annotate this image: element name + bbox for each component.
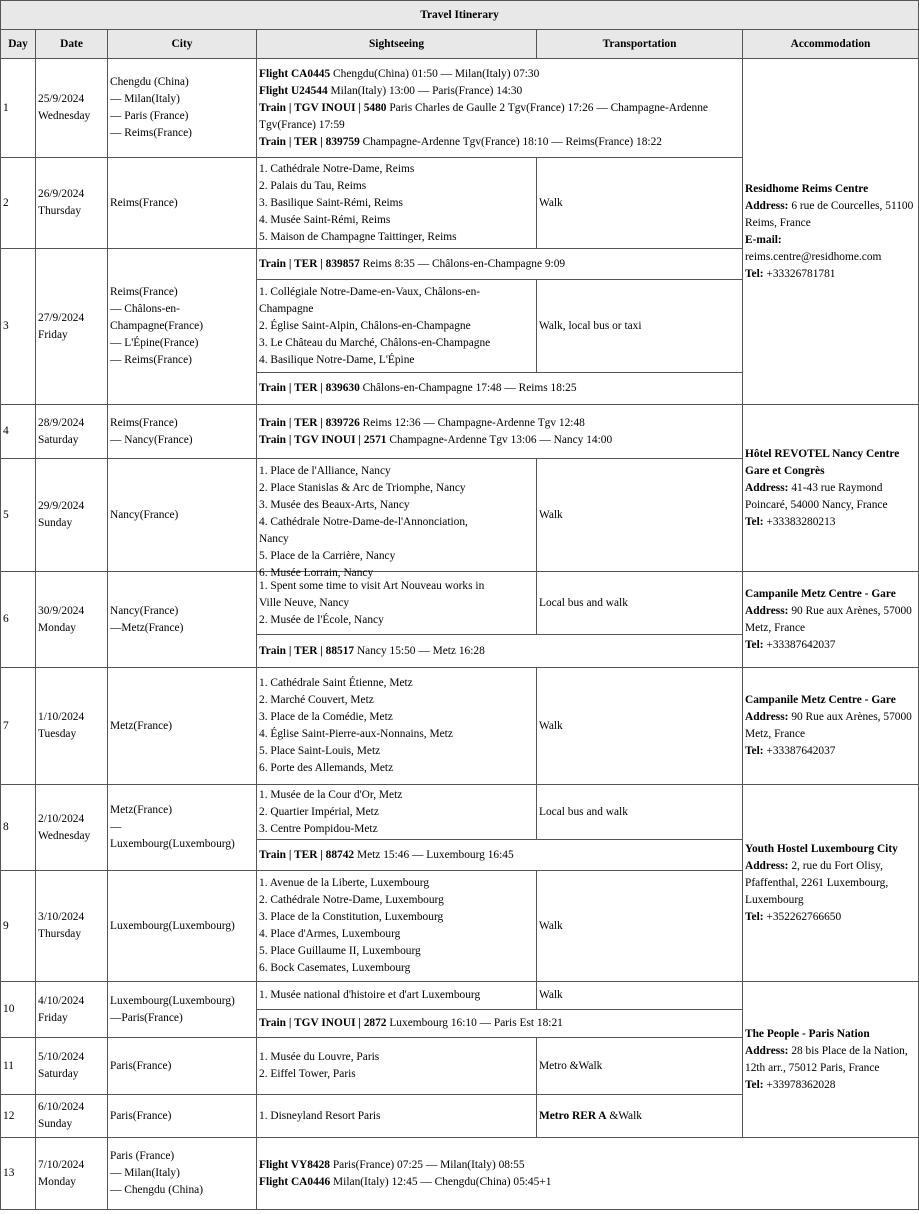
sight-item: 1. Cathédrale Notre-Dame, Reims: [259, 162, 415, 175]
sight-item: 1. Avenue de la Liberte, Luxembourg: [259, 877, 430, 889]
city-line: Champagne(France): [110, 320, 203, 332]
city-line: Reims(France): [110, 286, 178, 298]
table-row: [1, 1138, 919, 1210]
transport-text: Paris(France) 07:25 — Milan(Italy) 08:55: [330, 1158, 525, 1171]
weekday: Sunday: [38, 1118, 73, 1130]
accommodation-cell: [743, 405, 919, 572]
weekday: Sunday: [38, 517, 73, 529]
address-label: Address:: [745, 711, 789, 723]
accommodation-cell: [743, 982, 919, 1138]
mode-cell: Walk: [537, 668, 743, 785]
sight-item: 2. Musée de l'École, Nancy: [259, 613, 384, 626]
sight-item: 1. Musée national d'histoire et d'art Luxembourg: [259, 989, 481, 1001]
tel-label: Tel:: [745, 515, 764, 528]
city-line: Luxembourg(Luxembourg): [110, 919, 235, 932]
date-cell: [36, 59, 108, 158]
transport-text: Champagne-Ardenne Tgv(France) 18:10 — Reims(France) 18:22: [359, 135, 662, 148]
hotel-name: [745, 181, 916, 198]
weekday: Friday: [38, 328, 68, 341]
transport-label: Flight CA0446: [259, 1175, 331, 1188]
transport-text: Reims 12:36 — Champagne-Ardenne Tgv 12:48: [359, 416, 585, 429]
sight-item: 2. Cathédrale Notre-Dame, Luxembourg: [259, 894, 444, 906]
tel-label: Tel:: [745, 638, 764, 651]
hotel-tel: [745, 637, 916, 654]
city-cell: [108, 1138, 257, 1210]
city-line: —: [110, 821, 122, 833]
table-row: [1, 668, 919, 785]
city-cell: [108, 1095, 257, 1138]
transport-line: [259, 100, 740, 134]
sightseeing-cell: [257, 668, 537, 785]
transport-cell: [257, 1138, 919, 1210]
transport-label: Train | TER | 839759: [259, 135, 360, 148]
transport-text: Luxembourg 16:10 — Paris Est 18:21: [386, 1017, 563, 1029]
transport-text: Milan(Italy) 13:00 — Paris(France) 14:30: [327, 84, 523, 97]
sight-item: 1. Collégiale Notre-Dame-en-Vaux, Châlons-en-: [259, 285, 481, 298]
sight-item: 3. Le Château du Marché, Châlons-en-Champagne: [259, 336, 491, 349]
city-cell: [108, 158, 257, 249]
date-cell: [36, 785, 108, 871]
tel-label: Tel:: [745, 910, 764, 923]
sight-item: 4. Musée Saint-Rémi, Reims: [259, 213, 391, 226]
city-cell: [108, 459, 257, 572]
tel-text: +33387642037: [763, 638, 836, 651]
table-title: Travel Itinerary: [1, 1, 919, 30]
accommodation-cell: [743, 785, 919, 982]
hotel-name: [745, 446, 916, 480]
weekday: Saturday: [38, 1068, 79, 1080]
hotel-name-text: Residhome Reims Centre: [745, 182, 869, 195]
city-line: — Reims(France): [110, 354, 192, 366]
transport-cell: [257, 373, 743, 405]
day-number: 1: [1, 59, 36, 158]
hotel-email-label: [745, 232, 916, 249]
sight-item: 4. Église Saint-Pierre-aux-Nonnains, Metz: [259, 728, 453, 740]
mode-rest: &Walk: [606, 1109, 642, 1122]
hotel-address: [745, 603, 916, 637]
city-line: — Châlons-en-: [110, 303, 180, 315]
address-text: 90 Rue aux Arènes, 57000 Metz, France: [745, 711, 912, 740]
city-line: Reims(France): [110, 196, 178, 209]
address-text: 28 bis Place de la Nation, 12th arr., 75012 Paris, France: [745, 1044, 908, 1074]
date-cell: [36, 1095, 108, 1138]
sightseeing-cell: [257, 158, 537, 249]
transport-cell: [257, 1010, 743, 1038]
hotel-tel: [745, 266, 916, 283]
weekday: Wednesday: [38, 110, 91, 122]
sight-item: 3. Place de la Constitution, Luxembourg: [259, 911, 444, 923]
transport-text: Paris Charles de Gaulle 2 Tgv(France) 17:26 — Champagne-Ardenne Tgv(France) 17:59: [259, 101, 708, 131]
city-line: Luxembourg(Luxembourg): [110, 838, 235, 850]
hotel-tel: [745, 743, 916, 760]
transport-label: Train | TER | 88742: [259, 848, 355, 861]
city-line: —Metz(France): [110, 621, 184, 634]
mode-cell: Local bus and walk: [537, 572, 743, 635]
sight-item: 3. Basilique Saint-Rémi, Reims: [259, 196, 403, 209]
hotel-email: reims.centre@residhome.com: [745, 250, 882, 263]
hotel-name: [745, 586, 916, 603]
hotel-name-text: Campanile Metz Centre - Gare: [745, 694, 896, 706]
city-line: Metz(France): [110, 804, 172, 816]
city-cell: [108, 1038, 257, 1095]
date: 5/10/2024: [38, 1051, 85, 1063]
transport-cell: [257, 249, 743, 280]
transport-text: Champagne-Ardenne Tgv 13:06 — Nancy 14:00: [386, 433, 613, 446]
sight-item: 6. Musée Lorrain, Nancy: [259, 567, 374, 579]
date-cell: [36, 158, 108, 249]
tel-label: Tel:: [745, 745, 764, 757]
hotel-name-text: Hôtel REVOTEL Nancy Centre Gare et Congrès: [745, 447, 900, 477]
transport-label: Train | TER | 839630: [259, 382, 360, 394]
mode-cell: [537, 1095, 743, 1138]
hotel-address: [745, 198, 916, 232]
title-row: [1, 1, 919, 30]
transport-label: Train | TER | 839857: [259, 257, 360, 270]
header-sightseeing: Sightseeing: [257, 30, 537, 59]
sight-item: Nancy: [259, 533, 289, 545]
sight-item: 2. Quartier Impérial, Metz: [259, 805, 379, 818]
header-day: Day: [1, 30, 36, 59]
email-label: E-mail:: [745, 233, 782, 246]
mode-cell: Walk: [537, 459, 743, 572]
header-city: City: [108, 30, 257, 59]
tel-label: Tel:: [745, 267, 764, 280]
transport-line: [259, 1157, 916, 1174]
transport-cell: [257, 405, 743, 459]
hotel-address: [745, 709, 916, 743]
date-cell: [36, 572, 108, 668]
accommodation-cell: [743, 59, 919, 405]
sight-item: 1. Disneyland Resort Paris: [259, 1109, 381, 1122]
sight-item: 2. Eiffel Tower, Paris: [259, 1068, 356, 1080]
address-label: Address:: [745, 859, 789, 872]
sight-item: 1. Place de l'Alliance, Nancy: [259, 465, 391, 477]
day-number: 3: [1, 249, 36, 405]
tel-text: +352262766650: [763, 910, 842, 923]
sight-item: 3. Centre Pompidou-Metz: [259, 822, 378, 835]
date-cell: [36, 1038, 108, 1095]
address-text: 6 rue de Courcelles, 51100 Reims, France: [745, 199, 914, 229]
hotel-address: [745, 858, 916, 909]
transport-text: Metz 15:46 — Luxembourg 16:45: [354, 848, 514, 861]
address-text: 90 Rue aux Arènes, 57000 Metz, France: [745, 604, 912, 634]
sight-item: 5. Place Guillaume II, Luxembourg: [259, 945, 421, 957]
date-cell: [36, 668, 108, 785]
sight-item: 4. Basilique Notre-Dame, L'Épine: [259, 353, 415, 366]
mode-bold: Metro RER A: [539, 1109, 607, 1122]
day-number: 11: [1, 1038, 36, 1095]
city-cell: [108, 59, 257, 158]
transport-line: [259, 415, 740, 432]
weekday: Thursday: [38, 205, 82, 217]
transport-label: Flight VY8428: [259, 1158, 330, 1171]
table-row: [1, 785, 919, 840]
sightseeing-cell: [257, 280, 537, 373]
transport-label: Flight U24544: [259, 84, 328, 97]
address-label: Address:: [745, 604, 789, 617]
city-line: Nancy(France): [110, 508, 179, 521]
date: 1/10/2024: [38, 711, 85, 723]
day-number: 6: [1, 572, 36, 668]
accommodation-cell: [743, 668, 919, 785]
address-label: Address:: [745, 1044, 789, 1057]
day-number: 9: [1, 871, 36, 982]
tel-text: +33978362028: [763, 1078, 836, 1091]
weekday: Saturday: [38, 433, 79, 446]
sight-item: 5. Place de la Carrière, Nancy: [259, 550, 396, 562]
hotel-address: [745, 480, 916, 514]
hotel-address: [745, 1043, 916, 1077]
transport-line: [259, 1174, 916, 1191]
city-cell: [108, 871, 257, 982]
weekday: Tuesday: [38, 728, 77, 740]
mode-cell: Walk: [537, 158, 743, 249]
city-line: — Chengdu (China): [110, 1184, 204, 1196]
mode-cell: Local bus and walk: [537, 785, 743, 840]
date: 30/9/2024: [38, 604, 85, 617]
city-line: Luxembourg(Luxembourg): [110, 994, 235, 1007]
sight-item: 4. Cathédrale Notre-Dame-de-l'Annonciation,: [259, 516, 468, 528]
date: 7/10/2024: [38, 1158, 85, 1171]
city-cell: [108, 785, 257, 871]
sight-item: 2. Église Saint-Alpin, Châlons-en-Champagne: [259, 319, 471, 332]
transport-label: Flight CA0445: [259, 67, 331, 80]
hotel-name: [745, 841, 916, 858]
weekday: Thursday: [38, 928, 82, 940]
date-cell: [36, 459, 108, 572]
city-line: Paris(France): [110, 1109, 172, 1122]
mode-cell: Walk, local bus or taxi: [537, 280, 743, 373]
sightseeing-cell: [257, 459, 537, 579]
date: 4/10/2024: [38, 994, 85, 1007]
transport-line: [259, 66, 740, 83]
city-line: — Milan(Italy): [110, 1167, 180, 1179]
sight-item: 1. Cathédrale Saint Étienne, Metz: [259, 677, 413, 689]
transport-label: Train | TER | 88517: [259, 644, 355, 657]
city-line: Chengdu (China): [110, 76, 189, 88]
city-line: — Paris (France): [110, 110, 189, 122]
table-row: [1, 572, 919, 635]
city-line: — Nancy(France): [110, 433, 193, 446]
city-cell: [108, 668, 257, 785]
city-line: —Paris(France): [110, 1011, 183, 1024]
date-cell: [36, 1138, 108, 1210]
city-cell: [108, 405, 257, 459]
transport-text: Milan(Italy) 12:45 — Chengdu(China) 05:45+1: [330, 1175, 552, 1188]
address-label: Address:: [745, 199, 789, 212]
header-row: [1, 30, 919, 59]
hotel-name: [745, 1026, 916, 1043]
sight-item: 6. Porte des Allemands, Metz: [259, 762, 394, 774]
table-row: [1, 405, 919, 459]
address-text: 2, rue du Fort Olisy, Pfaffenthal, 2261 Luxembourg, Luxembourg: [745, 859, 889, 906]
table-row: [1, 982, 919, 1010]
date-cell: [36, 982, 108, 1038]
transport-line: [259, 134, 740, 151]
tel-text: +33326781781: [763, 267, 836, 280]
date: 6/10/2024: [38, 1101, 85, 1113]
header-accommodation: Accommodation: [743, 30, 919, 59]
date: 27/9/2024: [38, 311, 85, 324]
city-line: Nancy(France): [110, 604, 179, 617]
hotel-tel: [745, 514, 916, 531]
weekday: Monday: [38, 1175, 76, 1188]
hotel-name: [745, 692, 916, 709]
city-line: — Milan(Italy): [110, 93, 180, 105]
hotel-name-text: Campanile Metz Centre - Gare: [745, 587, 896, 600]
weekday: Wednesday: [38, 829, 91, 842]
sight-item: 2. Marché Couvert, Metz: [259, 694, 374, 706]
city-line: Paris(France): [110, 1059, 172, 1072]
sightseeing-cell: [257, 1038, 537, 1095]
date-cell: [36, 405, 108, 459]
date: 28/9/2024: [38, 416, 85, 429]
sightseeing-cell: [257, 982, 537, 1010]
transport-label: Train | TER | 839726: [259, 416, 360, 429]
tel-label: Tel:: [745, 1078, 764, 1091]
header-date: Date: [36, 30, 108, 59]
sight-item: 5. Maison de Champagne Taittinger, Reims: [259, 230, 457, 243]
day-number: 5: [1, 459, 36, 572]
sight-item: 4. Place d'Armes, Luxembourg: [259, 928, 401, 940]
transport-label: Train | TGV INOUI | 5480: [259, 101, 387, 114]
day-number: 2: [1, 158, 36, 249]
day-number: 8: [1, 785, 36, 871]
hotel-tel: [745, 1077, 916, 1094]
city-line: — L'Épine(France): [110, 337, 199, 349]
date: 3/10/2024: [38, 911, 85, 923]
city-line: Paris (France): [110, 1150, 175, 1162]
day-number: 7: [1, 668, 36, 785]
city-line: Metz(France): [110, 719, 172, 732]
transport-label: Train | TGV INOUI | 2872: [259, 1017, 387, 1029]
sight-item: Ville Neuve, Nancy: [259, 596, 350, 609]
day-number: 10: [1, 982, 36, 1038]
city-line: Reims(France): [110, 416, 178, 429]
date: 29/9/2024: [38, 500, 85, 512]
date-cell: [36, 871, 108, 982]
address-label: Address:: [745, 481, 789, 494]
city-cell: [108, 249, 257, 405]
weekday: Monday: [38, 621, 76, 634]
day-number: 4: [1, 405, 36, 459]
city-line: — Reims(France): [110, 127, 192, 139]
sightseeing-cell: [257, 1095, 537, 1138]
transport-text: Châlons-en-Champagne 17:48 — Reims 18:25: [359, 382, 577, 394]
mode-cell: Walk: [537, 982, 743, 1010]
transport-cell: [257, 59, 743, 158]
tel-text: +33383280213: [763, 515, 836, 528]
address-text: 41-43 rue Raymond Poincaré, 54000 Nancy, France: [745, 481, 888, 511]
accommodation-cell: [743, 572, 919, 668]
sight-item: 1. Spent some time to visit Art Nouveau works in: [259, 579, 485, 592]
tel-text: +33387642037: [763, 745, 836, 757]
day-number: 13: [1, 1138, 36, 1210]
mode-cell: Walk: [537, 871, 743, 982]
sight-item: 2. Place Stanislas & Arc de Triomphe, Nancy: [259, 482, 466, 494]
day-number: 12: [1, 1095, 36, 1138]
city-cell: [108, 982, 257, 1038]
weekday: Friday: [38, 1011, 68, 1024]
transport-cell: [257, 635, 743, 668]
date-cell: [36, 249, 108, 405]
sightseeing-cell: [257, 871, 537, 982]
sight-item: 1. Musée de la Cour d'Or, Metz: [259, 788, 403, 801]
transport-label: Train | TGV INOUI | 2571: [259, 433, 387, 446]
date: 25/9/2024: [38, 93, 85, 105]
transport-line: [259, 83, 740, 100]
table-row: [1, 59, 919, 158]
transport-cell: [257, 840, 743, 871]
sight-item: 2. Palais du Tau, Reims: [259, 179, 367, 192]
transport-text: Chengdu(China) 01:50 — Milan(Italy) 07:30: [330, 67, 540, 80]
sightseeing-cell: [257, 785, 537, 840]
sight-item: 5. Place Saint-Louis, Metz: [259, 745, 381, 757]
city-cell: [108, 572, 257, 668]
transport-text: Nancy 15:50 — Metz 16:28: [354, 644, 485, 657]
transport-line: [259, 432, 740, 449]
sight-item: 3. Musée des Beaux-Arts, Nancy: [259, 499, 410, 511]
sightseeing-cell: [257, 572, 537, 635]
sight-item: 3. Place de la Comédie, Metz: [259, 711, 393, 723]
date: 26/9/2024: [38, 188, 85, 200]
hotel-name-text: Youth Hostel Luxembourg City: [745, 842, 898, 855]
hotel-tel: [745, 909, 916, 926]
hotel-name-text: The People - Paris Nation: [745, 1027, 870, 1040]
sight-item: 6. Bock Casemates, Luxembourg: [259, 962, 411, 974]
date: 2/10/2024: [38, 812, 85, 825]
mode-cell: Metro &Walk: [537, 1038, 743, 1095]
transport-text: Reims 8:35 — Châlons-en-Champagne 9:09: [359, 257, 566, 270]
sight-item: 1. Musée du Louvre, Paris: [259, 1051, 380, 1063]
sight-item: Champagne: [259, 302, 314, 315]
header-transportation: Transportation: [537, 30, 743, 59]
